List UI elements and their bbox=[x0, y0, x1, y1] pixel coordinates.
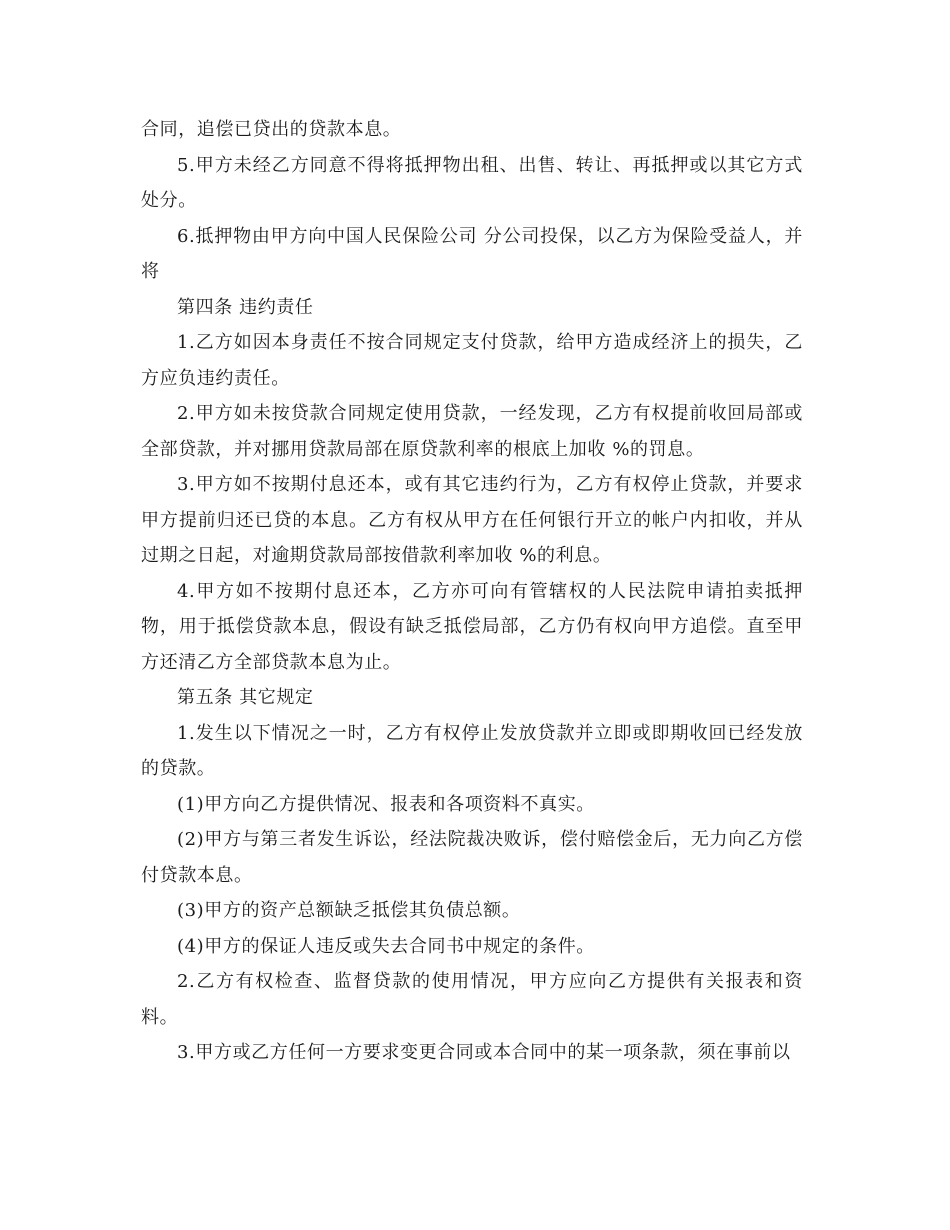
paragraph-clause-4-1: 1.乙方如因本身责任不按合同规定支付贷款，给甲方造成经济上的损失，乙方应负违约责任。 bbox=[141, 332, 803, 389]
paragraph-item-1: (1)甲方向乙方提供情况、报表和各项资料不真实。 bbox=[177, 793, 595, 815]
paragraph-item-3: (3)甲方的资产总额缺乏抵偿其负债总额。 bbox=[177, 900, 521, 921]
section-heading-article-5: 第五条 其它规定 bbox=[177, 687, 314, 708]
paragraph-clause-3-5: 5.甲方未经乙方同意不得将抵押物出租、出售、转让、再抵押或以其它方式处分。 bbox=[141, 154, 803, 211]
paragraph-clause-4-4: 4.甲方如不按期付息还本，乙方亦可向有管辖权的人民法院申请拍卖抵押物，用于抵偿贷款本息，假设有缺乏抵偿局部，乙方仍有权向甲方追偿。直至甲方还清乙方全部贷款本息为止。 bbox=[141, 580, 803, 673]
paragraph-clause-5-2: 2.乙方有权检查、监督贷款的使用情况，甲方应向乙方提供有关报表和资料。 bbox=[141, 971, 803, 1028]
section-heading-article-4: 第四条 违约责任 bbox=[177, 296, 314, 318]
paragraph-item-4: (4)甲方的保证人违反或失去合同书中规定的条件。 bbox=[177, 935, 595, 957]
paragraph-continuation: 合同，追偿已贷出的贷款本息。 bbox=[141, 119, 402, 140]
paragraph-clause-5-1: 1.发生以下情况之一时，乙方有权停止发放贷款并立即或即期收回已经发放的贷款。 bbox=[141, 722, 803, 779]
paragraph-clause-4-2: 2.甲方如未按贷款合同规定使用贷款，一经发现，乙方有权提前收回局部或全部贷款，并对挪用贷款局部在原贷款利率的根底上加收 %的罚息。 bbox=[141, 403, 803, 460]
paragraph-clause-4-3: 3.甲方如不按期付息还本，或有其它违约行为，乙方有权停止贷款，并要求甲方提前归还已贷的本息。乙方有权从甲方在任何银行开立的帐户内扣收，并从过期之日起，对逾期贷款局部按借款利率加收 %的利息。 bbox=[141, 474, 803, 566]
paragraph-clause-5-3: 3.甲方或乙方任何一方要求变更合同或本合同中的某一项条款，须在事前以 bbox=[177, 1042, 791, 1063]
paragraph-item-2: (2)甲方与第三者发生诉讼，经法院裁决败诉，偿付赔偿金后，无力向乙方偿付贷款本息。 bbox=[141, 829, 803, 886]
paragraph-clause-3-6: 6.抵押物由甲方向中国人民保险公司 分公司投保，以乙方为保险受益人，并将 bbox=[141, 225, 803, 282]
contract-text-body bbox=[141, 112, 803, 1071]
